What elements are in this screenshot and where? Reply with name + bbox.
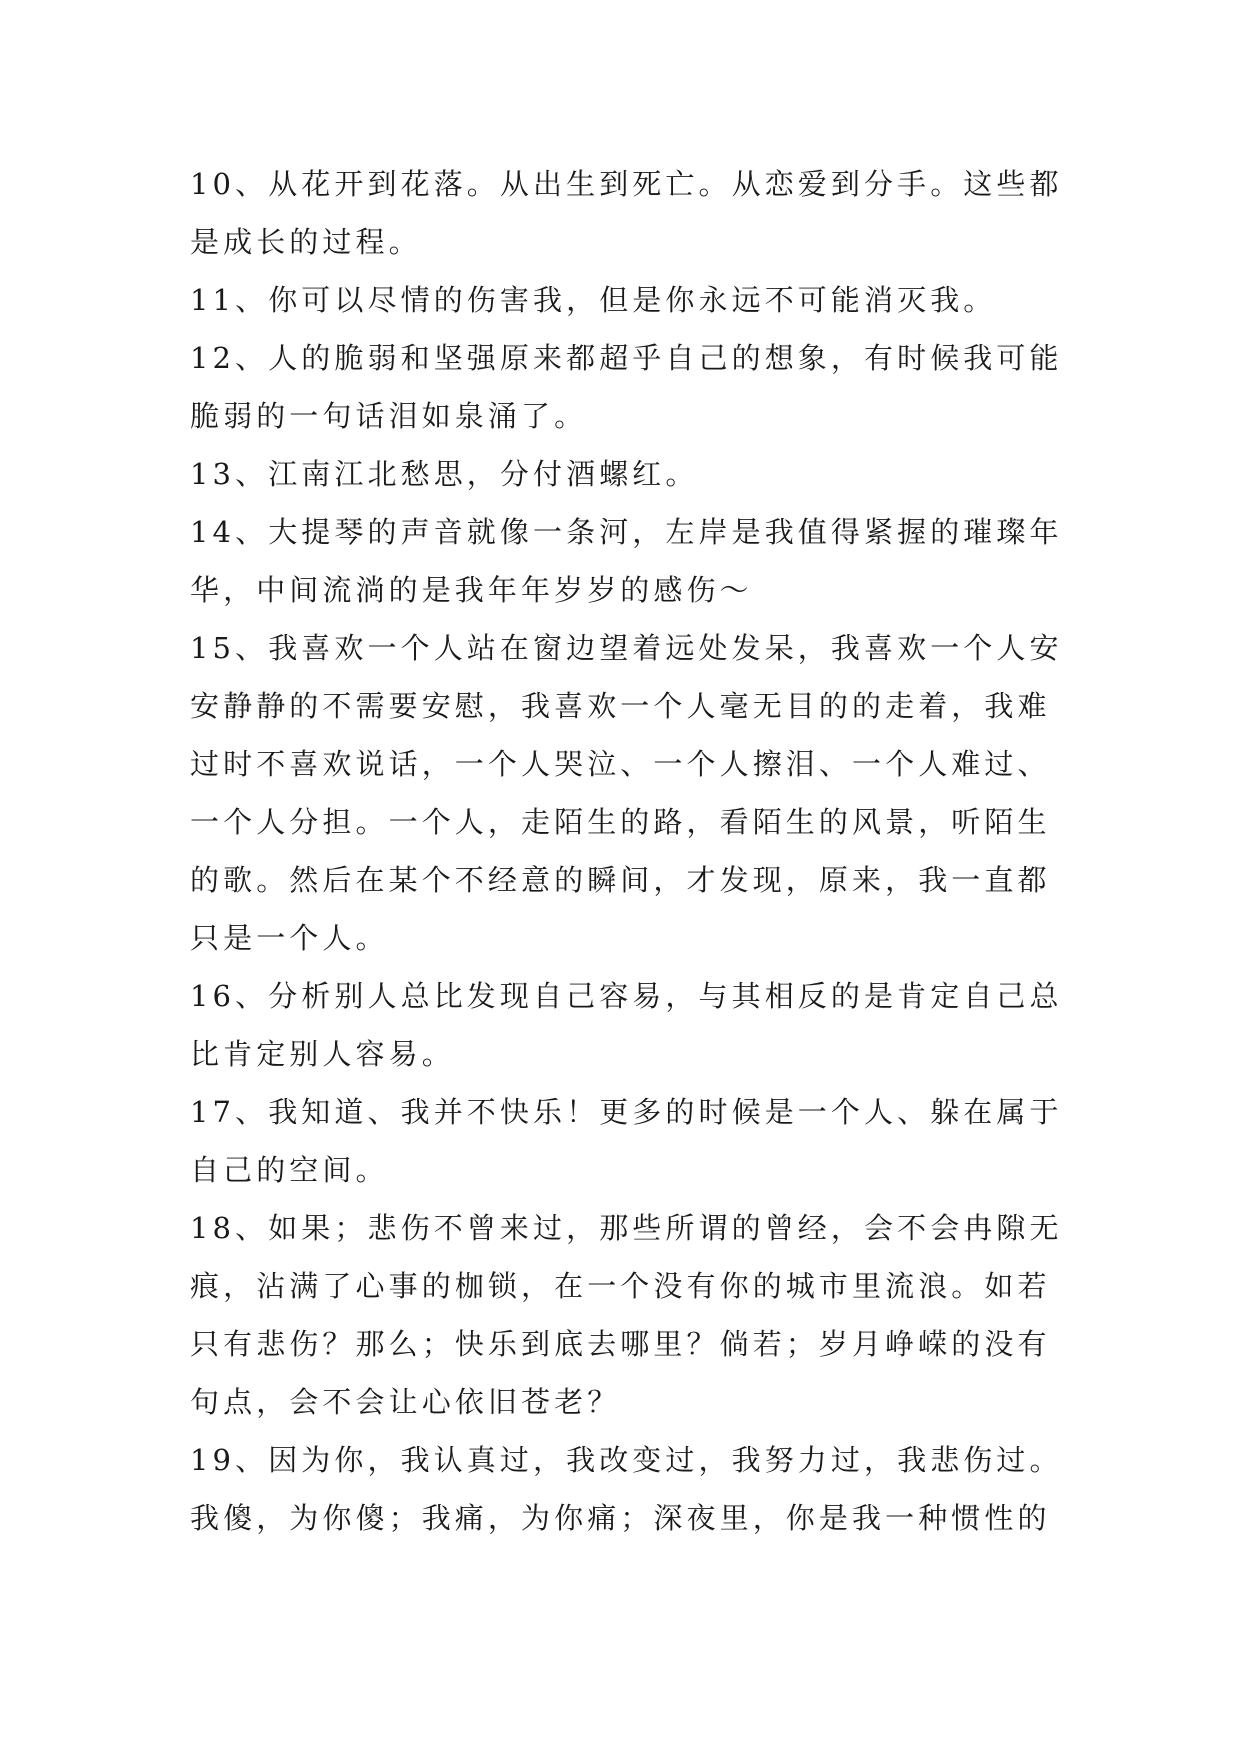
text-line: 15、我喜欢一个人站在窗边望着远处发呆，我喜欢一个人安: [190, 631, 1063, 665]
document-body: [190, 155, 1070, 1547]
text-line: 痕，沾满了心事的枷锁，在一个没有你的城市里流浪。如若: [190, 1269, 1051, 1303]
text-line: 我傻，为你傻；我痛，为你痛；深夜里，你是我一种惯性的: [190, 1501, 1051, 1535]
text-line: 句点，会不会让心依旧苍老？: [190, 1385, 621, 1419]
text-line: 14、大提琴的声音就像一条河，左岸是我值得紧握的璀璨年: [190, 515, 1063, 549]
text-line: 17、我知道、我并不快乐！更多的时候是一个人、躲在属于: [190, 1095, 1063, 1129]
text-line: 的歌。然后在某个不经意的瞬间，才发现，原来，我一直都: [190, 863, 1051, 897]
text-line: 比肯定别人容易。: [190, 1037, 455, 1071]
text-line: 16、分析别人总比发现自己容易，与其相反的是肯定自己总: [190, 979, 1063, 1013]
text-line: 安静静的不需要安慰，我喜欢一个人毫无目的的走着，我难: [190, 689, 1051, 723]
text-line: 10、从花开到花落。从出生到死亡。从恋爱到分手。这些都: [190, 167, 1063, 201]
text-line: 只有悲伤？那么；快乐到底去哪里？倘若；岁月峥嵘的没有: [190, 1327, 1051, 1361]
text-line: 12、人的脆弱和坚强原来都超乎自己的想象，有时候我可能: [190, 341, 1063, 375]
text-line: 过时不喜欢说话，一个人哭泣、一个人擦泪、一个人难过、: [190, 747, 1051, 781]
text-line: 华，中间流淌的是我年年岁岁的感伤～: [190, 573, 753, 607]
text-line: 一个人分担。一个人，走陌生的路，看陌生的风景，听陌生: [190, 805, 1051, 839]
text-line: 13、江南江北愁思，分付酒螺红。: [190, 457, 699, 491]
text-line: 19、因为你，我认真过，我改变过，我努力过，我悲伤过。: [190, 1443, 1063, 1477]
text-line: 自己的空间。: [190, 1153, 389, 1187]
text-line: 11、你可以尽情的伤害我，但是你永远不可能消灭我。: [190, 283, 997, 317]
text-line: 只是一个人。: [190, 921, 389, 955]
text-line: 脆弱的一句话泪如泉涌了。: [190, 399, 588, 433]
text-line: 是成长的过程。: [190, 225, 422, 259]
text-line: 18、如果；悲伤不曾来过，那些所谓的曾经，会不会冉隙无: [190, 1211, 1063, 1245]
